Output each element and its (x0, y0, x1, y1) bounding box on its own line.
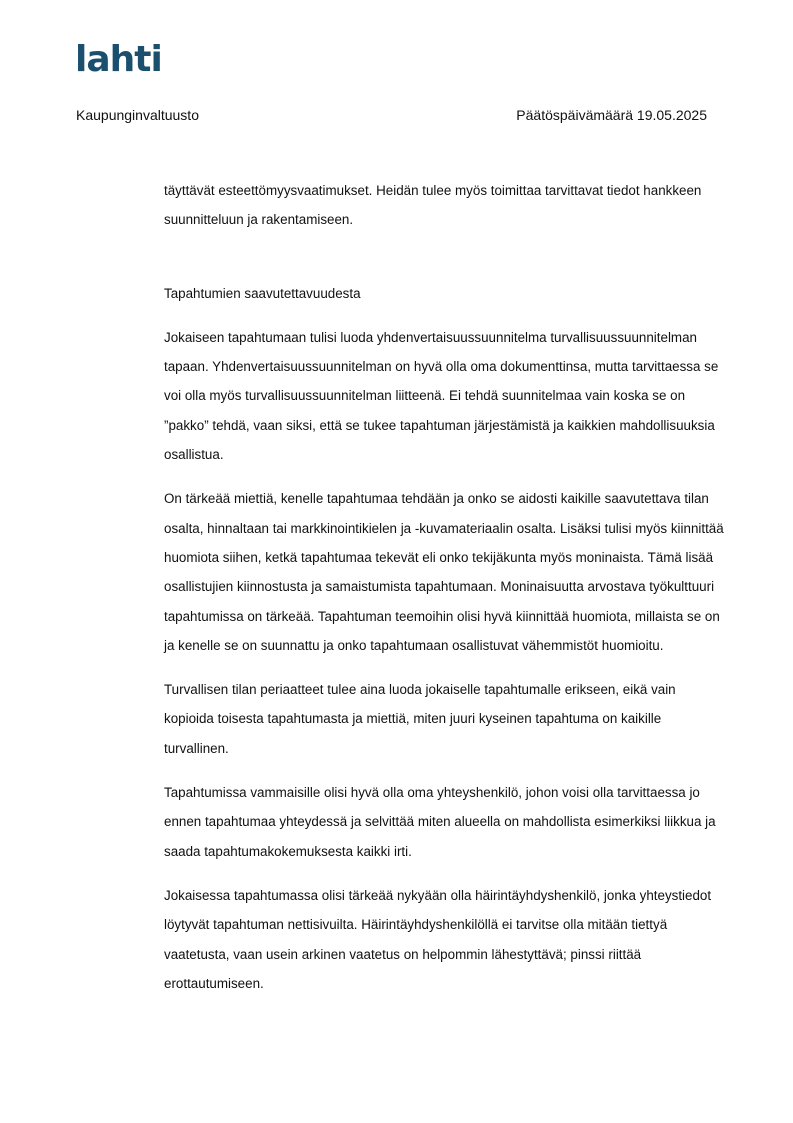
paragraph-continuation: täyttävät esteettömyysvaatimukset. Heidän tulee myös toimittaa tarvittavat tiedot hankkeen suunnitteluun ja rakentamiseen. (164, 183, 702, 228)
section-heading: Tapahtumien saavutettavuudesta (164, 285, 361, 301)
document-body (164, 176, 724, 998)
paragraph: On tärkeää miettiä, kenelle tapahtumaa tehdään ja onko se aidosti kaikille saavutettava tilan osalta, hinnaltaan tai markkinointikielen ja -kuvamateriaalin osalta. Lisäksi tulisi myös kiinnittää huomiota siihen, ketkä tapahtumaa tekevät eli onko tekijäkunta myös moninaista. Tämä lisää osallistujien kiinnostusta ja samaistumista tapahtumaan. Moninaisuutta arvostava työkulttuuri tapahtumissa on tärkeää. Tapahtuman teemoihin olisi hyvä kiinnittää huomiota, millaista se on ja kenelle se on suunnattu ja onko tapahtumaan osallistuvat vähemmistöt huomioitu. (164, 491, 724, 653)
lahti-logo: lahti (75, 39, 162, 80)
paragraph: Tapahtumissa vammaisille olisi hyvä olla oma yhteyshenkilö, johon voisi olla tarvittaessa jo ennen tapahtumaa yhteydessä ja selvittää miten alueella on mahdollista esimerkiksi liikkua ja saada tapahtumakokemuksesta kaikki irti. (164, 785, 716, 859)
paragraph: Jokaiseen tapahtumaan tulisi luoda yhdenvertaisuussuunnitelma turvallisuussuunnitelman tapaan. Yhdenvertaisuussuunnitelman on hyvä olla oma dokumenttinsa, mutta tarvittaessa se voi olla myös turvallisuussuunnitelman liitteenä. Ei tehdä suunnitelmaa vain koska se on ”pakko” tehdä, vaan siksi, että se tukee tapahtuman järjestämistä ja kaikkien mahdollisuuksia osallistua. (164, 329, 719, 463)
paragraph: Jokaisessa tapahtumassa olisi tärkeää nykyään olla häirintäyhdyshenkilö, jonka yhteystiedot löytyvät tapahtuman nettisivuilta. Häirintäyhdyshenkilöllä ei tarvitse olla mitään tiettyä vaatetusta, vaan usein arkinen vaatetus on helpommin lähestyttävä; pinssi riittää erottautumiseen. (164, 887, 712, 991)
paragraph: Turvallisen tilan periaatteet tulee aina luoda jokaiselle tapahtumalle erikseen, eikä vain kopioida toisesta tapahtumasta ja miettiä, miten juuri kyseinen tapahtuma on kaikille turvallinen. (164, 682, 676, 756)
organization-name: Kaupunginvaltuusto (76, 107, 199, 123)
decision-date: Päätöspäivämäärä 19.05.2025 (516, 107, 707, 123)
